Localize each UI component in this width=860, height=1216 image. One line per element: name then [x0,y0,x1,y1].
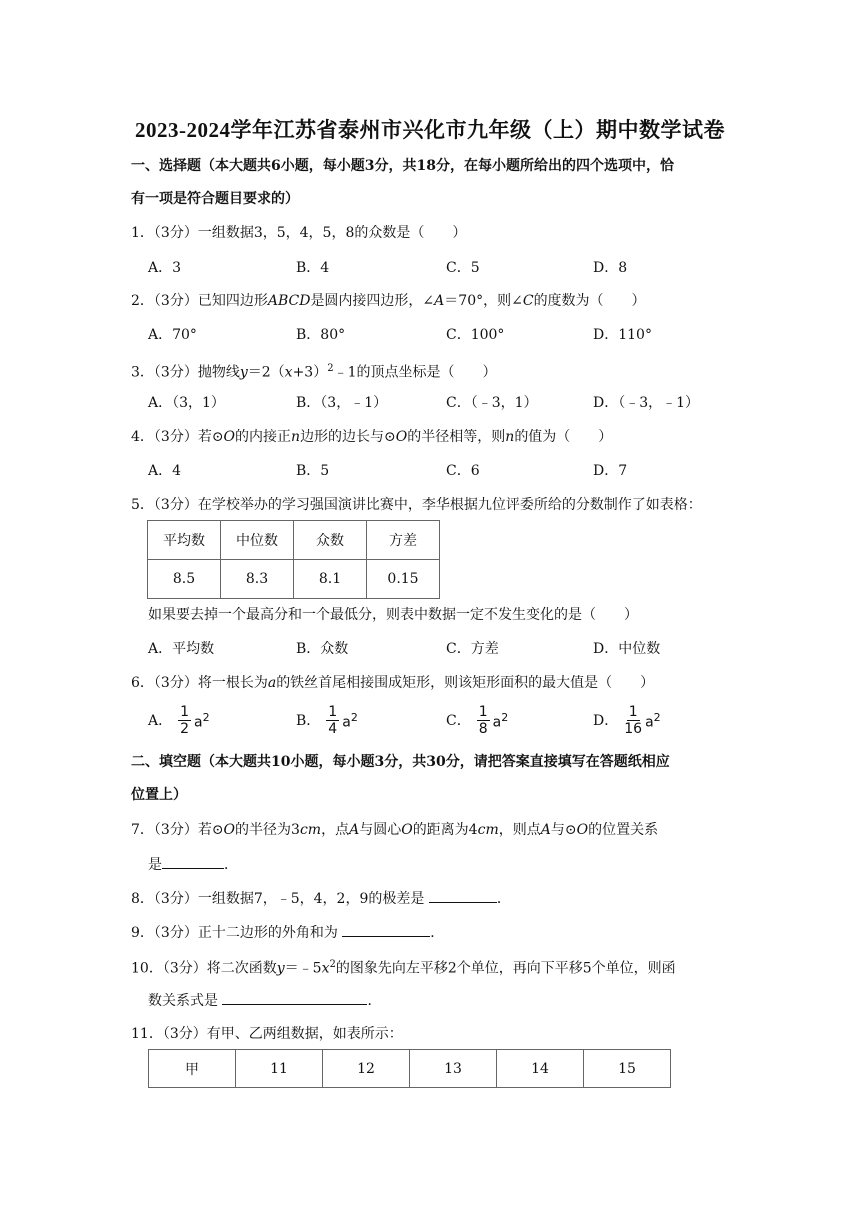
q3-option-b: B．（3，﹣1） [296,395,388,411]
page-title: 2023-2024学年江苏省泰州市兴化市九年级（上）期中数学试卷 [135,118,725,142]
q3-option-c: C．（﹣3，1） [446,395,538,411]
section2-heading-line2: 位置上） [131,787,187,803]
q6-option-c-fraction: 1 8 $a^2$ [478,704,509,737]
q1-option-b: B．4 [296,260,330,276]
question-10: 10．（3分）将二次函数$y=﹣5x^2$的图象先向左平移2个单位，再向下平移5个单位，则函 [131,959,676,977]
q3-option-a: A．（3，1） [148,395,225,411]
q1-option-a: A．3 [148,260,182,276]
question-7-line2: 是 ． [148,854,238,875]
q1-option-d: D．8 [593,260,628,276]
q11-cell: 11 [236,1050,323,1088]
q2-option-a: A．70° [148,327,197,343]
question-11: 11．（3分）有甲、乙两组数据，如表所示： [131,1026,403,1042]
q11-data-table [148,1049,671,1088]
q2-option-b: B．80° [296,327,346,343]
question-5-followup: 如果要去掉一个最高分和一个最低分，则表中数据一定不发生变化的是（ ） [148,607,638,623]
question-5: 5．（3分）在学校举办的学习强国演讲比赛中，李华根据九位评委所给的分数制作了如表格： [131,497,702,513]
q11-row-label: 甲 [149,1050,236,1088]
q5-value-mode: 8.1 [294,560,367,599]
q6-option-b: B． 1 4 $a^2$ [296,704,358,737]
q10-answer-blank [222,990,367,1005]
q5-statistics-table [147,520,440,599]
q5-option-c: C．方差 [446,641,499,657]
section2-heading-line1: 二、填空题（本大题共10小题，每小题3分，共30分，请把答案直接填写在答题纸相应 [131,754,670,770]
q5-value-variance: 0.15 [367,560,440,599]
section1-heading-line2: 有一项是符合题目要求的） [131,191,299,207]
q6-option-a: A． 1 2 $a^2$ [148,704,210,737]
q8-answer-blank [429,888,497,903]
question-7: 7．（3分）若⊙O的半径为3cm，点A与圆心O的距离为4cm，则点A与⊙O的位置关系 [131,822,659,838]
q4-option-a: A．4 [148,463,182,479]
q4-option-c: C．6 [446,463,480,479]
q5-value-mean: 8.5 [148,560,221,599]
q11-cell: 14 [497,1050,584,1088]
q6-option-d: D． 1 16 $a^2$ [593,704,661,737]
q5-header-median: 中位数 [221,521,294,560]
q5-header-variance: 方差 [367,521,440,560]
question-6: 6．（3分）将一根长为a的铁丝首尾相接围成矩形，则该矩形面积的最大值是（ ） [131,675,655,691]
q11-cell: 13 [410,1050,497,1088]
q6-option-c: C． 1 8 $a^2$ [446,704,509,737]
q7-answer-blank [162,854,224,869]
q6-option-d-fraction: 1 16 $a^2$ [624,704,661,737]
q5-header-mode: 众数 [294,521,367,560]
q11-cell: 15 [584,1050,671,1088]
question-2: 2．（3分）已知四边形ABCD是圆内接四边形，∠A＝70°，则∠C的度数为（ ） [131,293,646,309]
q2-option-c: C．100° [446,327,505,343]
q5-header-mean: 平均数 [148,521,221,560]
q2-option-d: D．110° [593,327,652,343]
question-9: 9．（3分）正十二边形的外角和为 ． [131,922,444,943]
q4-option-d: D．7 [593,463,628,479]
q5-option-d: D．中位数 [593,641,661,657]
q6-option-a-fraction: 1 2 $a^2$ [180,704,210,737]
q9-answer-blank [342,922,430,937]
q5-option-b: B．众数 [296,641,349,657]
question-8: 8．（3分）一组数据7，﹣5，4，2，9的极差是 ． [131,888,511,909]
section1-heading-line1: 一、选择题（本大题共6小题，每小题3分，共18分，在每小题所给出的四个选项中，恰 [131,158,674,174]
question-4: 4．（3分）若⊙O的内接正n边形的边长与⊙O的半径相等，则n的值为（ ） [131,429,613,445]
question-1: 1．（3分）一组数据3，5，4，5，8的众数是（ ） [131,225,467,241]
question-3: 3．（3分）抛物线$y=2(x+3)^2﹣1$的顶点坐标是（ ） [131,363,497,381]
q3-option-d: D．（﹣3，﹣1） [593,395,700,411]
q11-cell: 12 [323,1050,410,1088]
q1-option-c: C．5 [446,260,480,276]
q6-option-b-fraction: 1 4 $a^2$ [328,704,358,737]
q4-option-b: B．5 [296,463,330,479]
q5-option-a: A．平均数 [148,641,215,657]
question-10-line2: 数关系式是 ． [148,990,381,1011]
q5-value-median: 8.3 [221,560,294,599]
